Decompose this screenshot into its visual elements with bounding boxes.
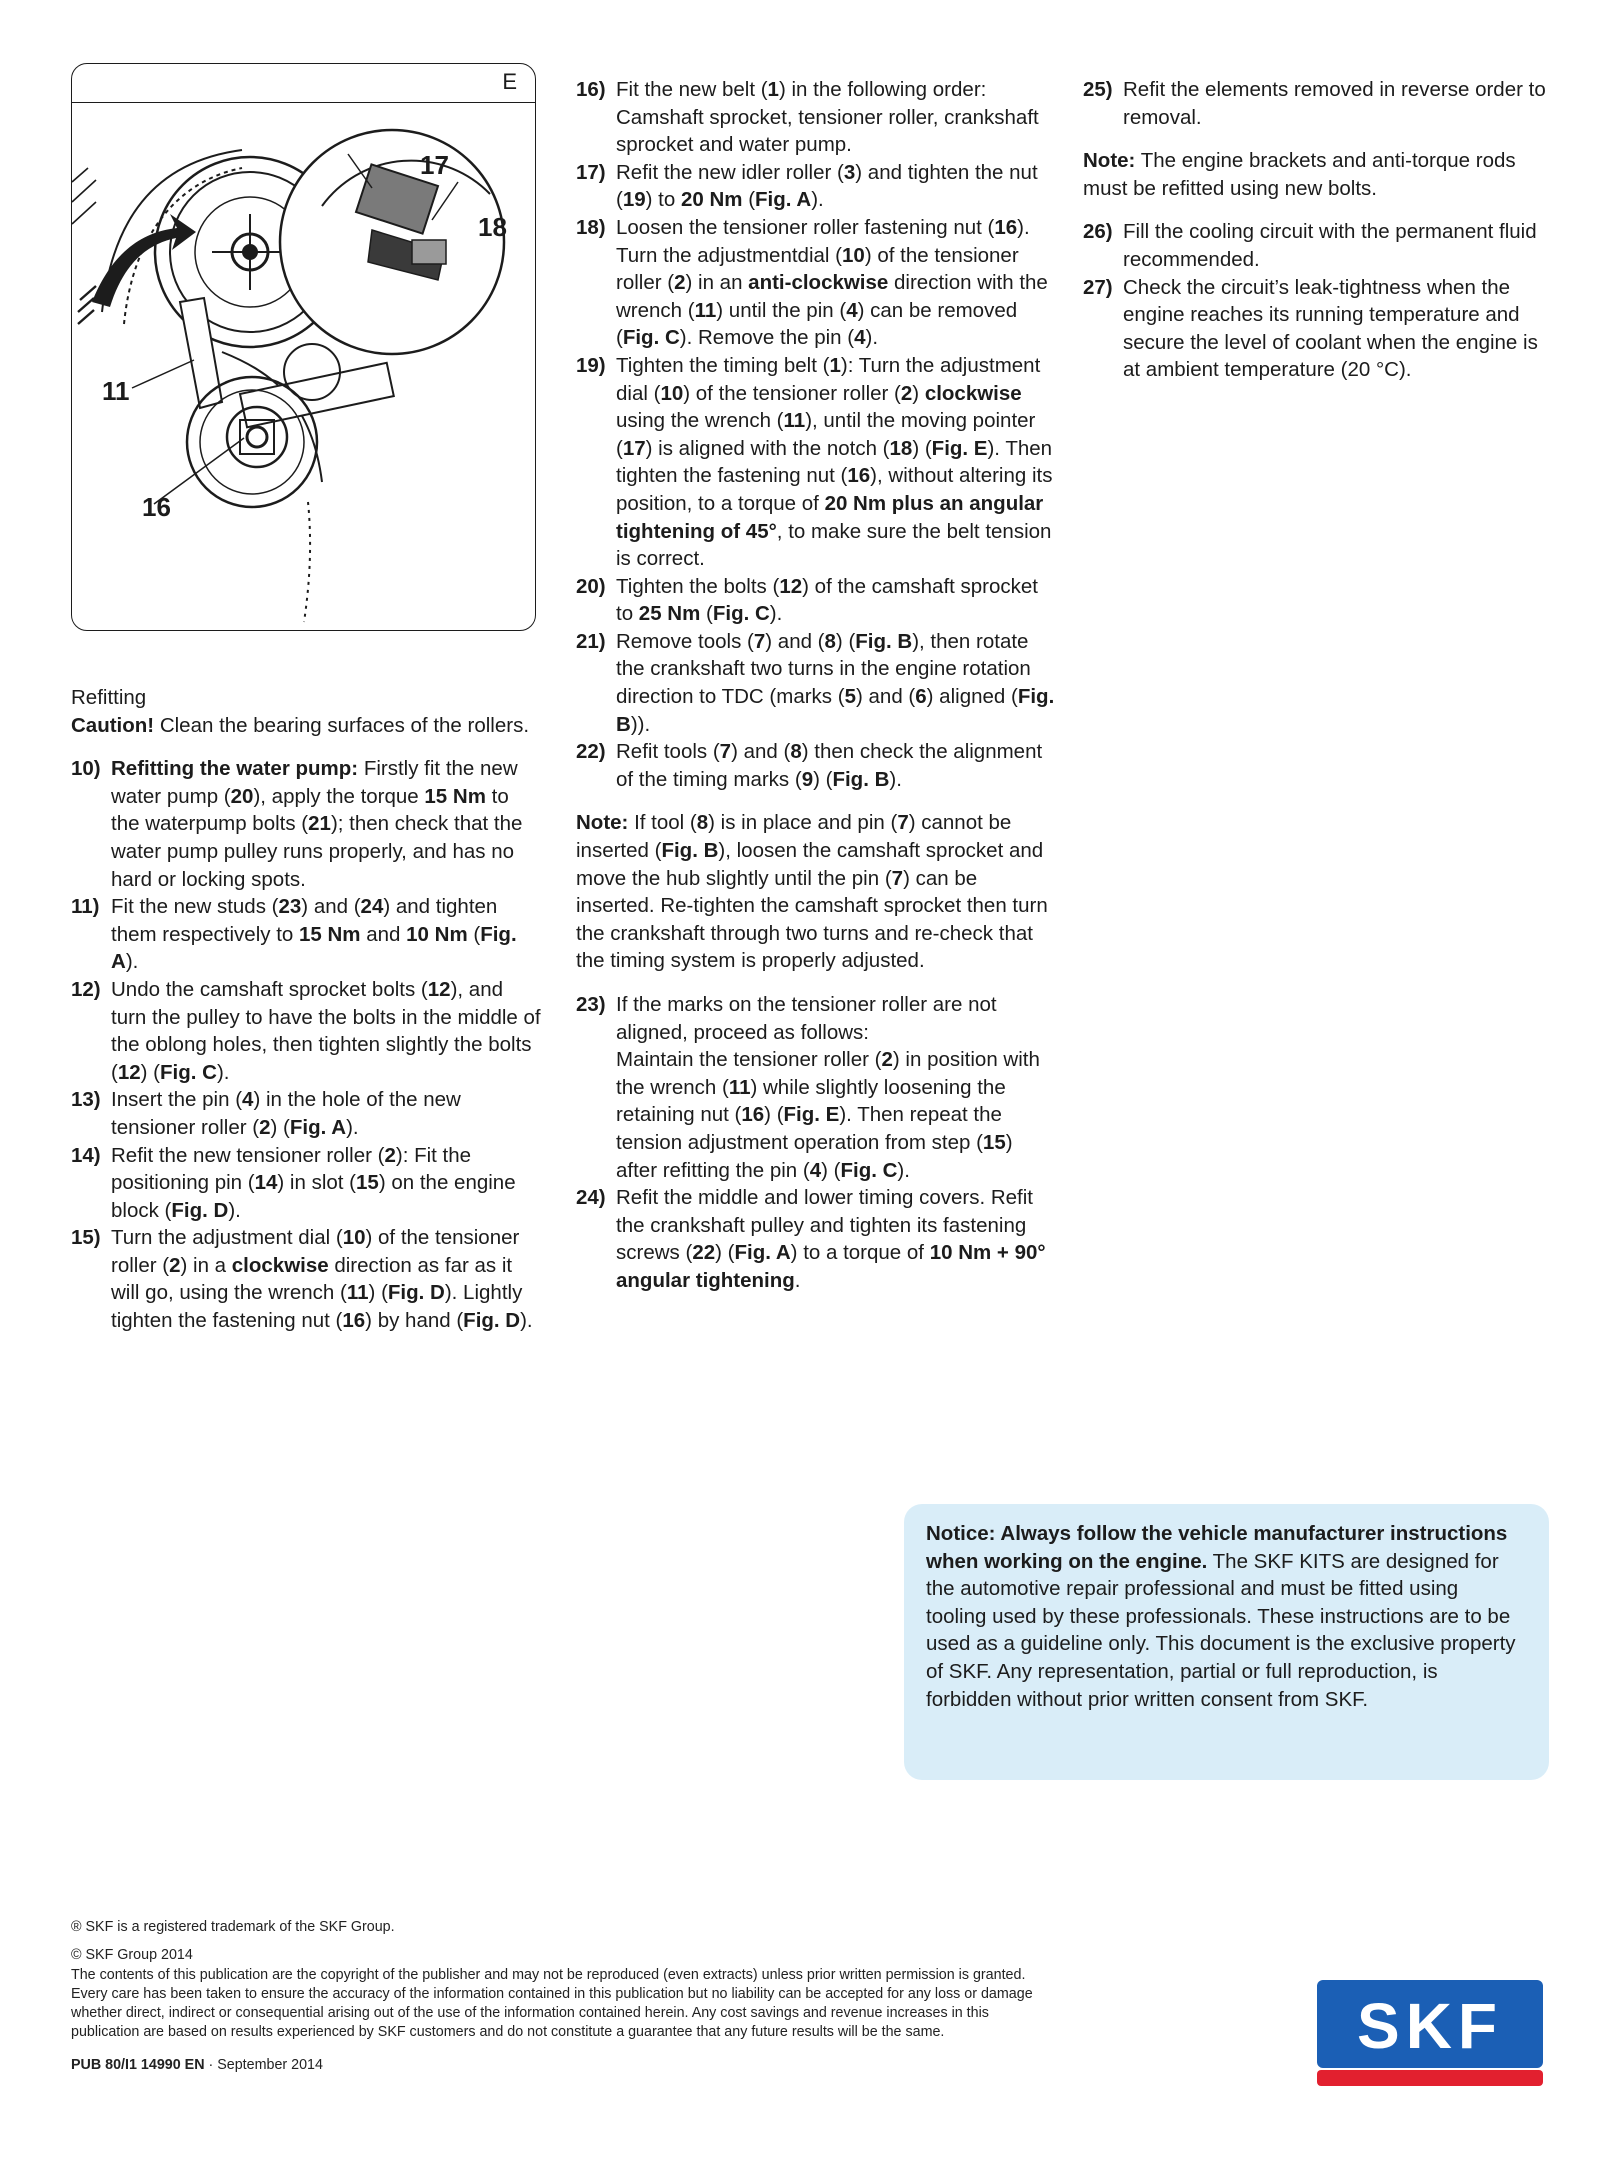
step-item (576, 991, 1056, 1184)
step-text: Check the circuit’s leak-tightness when the engine reaches its running temperature and secure the level of coolant when the engine is at ambient temperature (20 °C). (1123, 275, 1538, 382)
step-item (71, 1086, 541, 1141)
step-item (576, 214, 1056, 352)
step-item (1083, 274, 1553, 384)
step-text: Tighten the timing belt (1): Turn the adjustment dial (10) of the tensioner roller (2) clockwise using the wrench (11), until the moving pointer (17) is aligned with the notch (18) (Fig. E). Then tighten the fastening nut (16), without altering its position, to a torque of 20 Nm plus an angular tightening of 45°, to make sure the belt tension is correct. (616, 353, 1053, 571)
step-number: 11) (71, 895, 100, 919)
trademark-line: ® SKF is a registered trademark of the SKF Group. (71, 1919, 395, 1935)
footer (71, 1918, 1051, 2075)
publication-code: PUB 80/I1 14990 EN (71, 2056, 205, 2073)
note-paragraph: Note: The engine brackets and anti-torque rods must be refitted using new bolts. (1083, 149, 1516, 200)
step-list (1083, 76, 1553, 131)
step-number: 20) (576, 574, 606, 598)
section-heading: Refitting (71, 686, 147, 709)
step-text: If the marks on the tensioner roller are not aligned, proceed as follows: Maintain the tensioner roller (2) in position with the wrench (11) while slightly loosening the retaining nut (16) (Fig. E). Then repeat the tension adjustment operation from step (15) after refitting the pin (4) (Fig. C). (616, 993, 1040, 1182)
step-text: Insert the pin (4) in the hole of the new tensioner roller (2) (Fig. A). (111, 1088, 461, 1139)
step-number: 14) (71, 1143, 101, 1167)
publication-date: · September 2014 (204, 2056, 323, 2073)
step-text: Fit the new studs (23) and (24) and tighten them respectively to 15 Nm and 10 Nm (Fig. A). (111, 895, 517, 974)
step-text: Fill the cooling circuit with the permanent fluid recommended. (1123, 220, 1537, 271)
column-middle (576, 76, 1056, 1295)
callout-11: 11 (102, 376, 130, 406)
step-text: Refit the elements removed in reverse order to removal. (1123, 78, 1546, 129)
step-number: 12) (71, 977, 101, 1001)
step-number: 24) (576, 1186, 606, 1210)
step-number: 13) (71, 1088, 101, 1112)
step-item (71, 1224, 541, 1334)
logo-red-bar (1317, 2070, 1543, 2086)
step-number: 16) (576, 78, 606, 101)
step-item (576, 352, 1056, 573)
step-item (576, 573, 1056, 628)
step-text: Refit the middle and lower timing covers. Refit the crankshaft pulley and tighten its fastening screws (22) (Fig. A) to a torque of 10 Nm + 90° angular tightening. (616, 1186, 1046, 1292)
engine-block (72, 168, 96, 224)
step-number: 15) (71, 1226, 101, 1250)
step-text: Fit the new belt (1) in the following order: Camshaft sprocket, tensioner roller, crankshaft sprocket and water pump. (616, 78, 1039, 157)
step-text: Turn the adjustment dial (10) of the tensioner roller (2) in a clockwise direction as far as it will go, using the wrench (11) (Fig. D). Lightly tighten the fastening nut (16) by hand (Fig. D). (111, 1226, 533, 1333)
step-list (71, 755, 541, 1334)
step-list (576, 76, 1056, 793)
step-number: 21) (576, 629, 606, 653)
step-item (1083, 76, 1553, 131)
logo-text: SKF (1357, 1990, 1503, 2062)
step-text: Refit the new tensioner roller (2): Fit the positioning pin (14) in slot (15) on the engine block (Fig. D). (111, 1143, 516, 1222)
step-text: Refit the new idler roller (3) and tighten the nut (19) to 20 Nm (Fig. A). (616, 160, 1038, 212)
copyright-line: © SKF Group 2014 (71, 1947, 193, 1964)
step-text: Remove tools (7) and (8) (Fig. B), then rotate the crankshaft two turns in the engine rotation direction to TDC (marks (5) and (6) aligned (Fig. B)). (616, 629, 1055, 736)
step-item (1083, 218, 1553, 273)
step-number: 23) (576, 993, 606, 1016)
figure-header (72, 64, 535, 103)
step-number: 27) (1083, 275, 1113, 299)
caution-text: Clean the bearing surfaces of the rollers. (154, 713, 530, 737)
publication-line (71, 2056, 1051, 2075)
callout-16: 16 (142, 492, 171, 522)
tensioner-illustration (72, 102, 534, 630)
step-text: Undo the camshaft sprocket bolts (12), and turn the pulley to have the bolts in the middle of the oblong holes, then tighten slightly the bolts (12) (Fig. C). (111, 977, 541, 1084)
step-item (576, 76, 1056, 159)
detail-magnifier (280, 130, 504, 354)
callout-17: 17 (420, 150, 449, 180)
disclaimer-text: The contents of this publication are the copyright of the publisher and may not be reproduced (even extracts) unless prior written permission is granted. Every care has been taken to ensure the accuracy of the information contained in this publication but no liability can be accepted for any loss or damage whether direct, indirect or consequential arising out of the use of the information contained herein. Any cost savings and revenue increases in this publication are based on results experienced by SKF customers and do not constitute a guarantee that any future results will be the same. (71, 1966, 1033, 2041)
step-number: 17) (576, 160, 606, 184)
step-text: Refitting the water pump: Firstly fit the new water pump (20), apply the torque 15 Nm to the waterpump bolts (21); then check that the water pump pulley runs properly, and has no hard or locking spots. (111, 757, 523, 891)
step-number: 25) (1083, 78, 1113, 101)
column-right (1083, 76, 1553, 384)
skf-logo (1317, 1980, 1543, 2086)
step-text: Tighten the bolts (12) of the camshaft sprocket to 25 Nm (Fig. C). (616, 574, 1039, 626)
step-number: 18) (576, 215, 606, 239)
step-number: 22) (576, 740, 606, 764)
step-number: 26) (1083, 220, 1113, 244)
figure-e (71, 63, 536, 631)
step-number: 19) (576, 353, 606, 377)
figure-letter: E (502, 69, 517, 94)
step-list (1083, 218, 1553, 384)
notice-text: The SKF KITS are designed for the automotive repair professional and must be fitted using tooling used by these professionals. These instructions are to be used as a guideline only. This document is the exclusive property of SKF. Any representation, partial or full reproduction, is forbidden without prior written consent from SKF. (926, 1549, 1516, 1711)
step-item (576, 628, 1056, 738)
step-item (71, 893, 541, 976)
callout-18: 18 (478, 212, 507, 242)
step-number: 10) (71, 757, 101, 781)
step-item (576, 738, 1056, 793)
step-item (71, 976, 541, 1086)
caution-label: Caution! (71, 713, 155, 737)
caution-line (71, 712, 541, 740)
step-list (576, 991, 1056, 1295)
column-left (71, 684, 541, 1335)
notice-bold: Notice: Always follow the vehicle manufacturer instructions when working on the engine. (926, 1522, 1508, 1573)
step-text: Loosen the tensioner roller fastening nut (16). Turn the adjustmentdial (10) of the tensioner roller (2) in an anti-clockwise direction with the wrench (11) until the pin (4) can be removed (Fig. C). Remove the pin (4). (616, 215, 1048, 350)
step-item (71, 755, 541, 893)
step-item (71, 1142, 541, 1225)
arrow-hatch (78, 286, 96, 324)
note-paragraph: Note: If tool (8) is in place and pin (7) cannot be inserted (Fig. B), loosen the camshaft sprocket and move the hub slightly until the pin (7) can be inserted. Re-tighten the camshaft sprocket then turn the crankshaft through two turns and re-check that the timing system is properly adjusted. (576, 811, 1048, 973)
notice-box (904, 1504, 1549, 1780)
step-item (576, 1184, 1056, 1294)
step-text: Refit tools (7) and (8) then check the alignment of the timing marks (9) (Fig. B). (616, 740, 1043, 791)
step-item (576, 159, 1056, 214)
